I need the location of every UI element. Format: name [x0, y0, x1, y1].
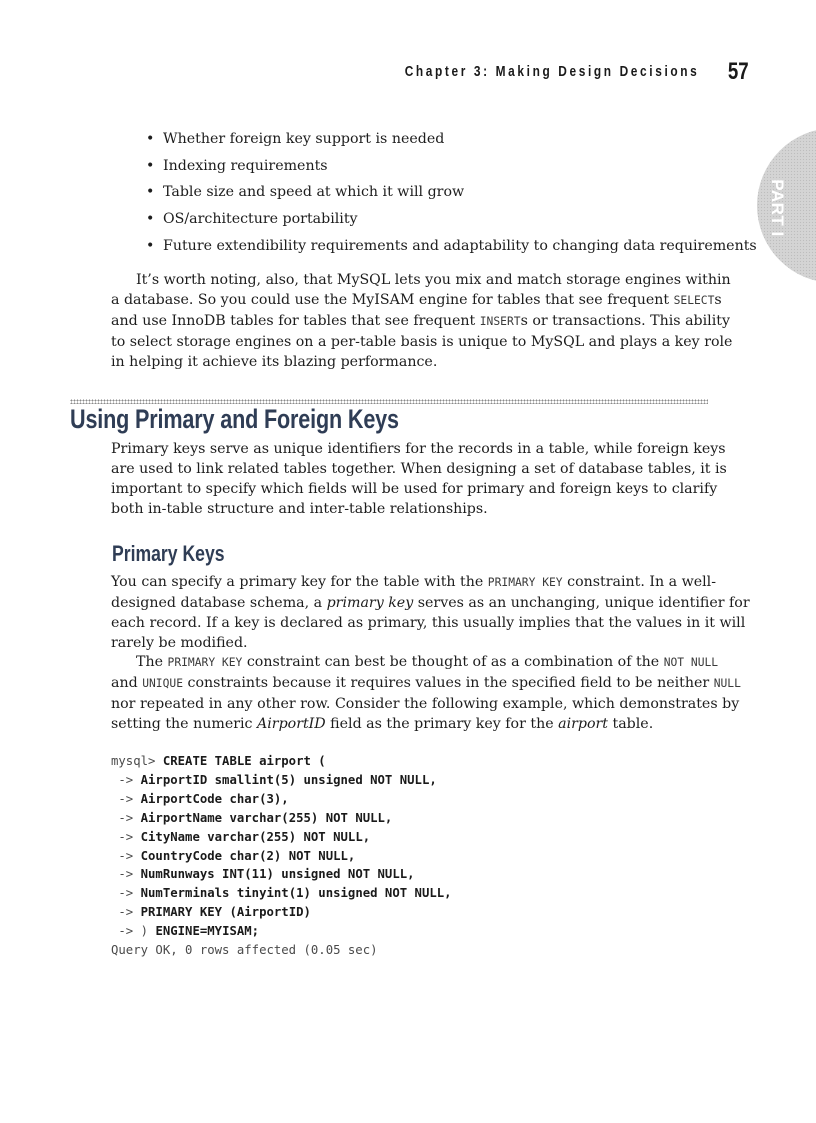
bullet-item: • Table size and speed at which it will grow [146, 179, 757, 206]
code-line: -> ) ENGINE=MYISAM; [111, 924, 260, 939]
code-line: mysql> CREATE TABLE airport ( [111, 754, 326, 768]
code-line: -> CityName varchar(255) NOT NULL, [111, 829, 371, 844]
inline-code: PRIMARY KEY [487, 576, 563, 589]
inline-code: NULL [713, 677, 741, 690]
text-line: important to specify which fields will be used for primary and foreign keys to clarify [111, 481, 718, 497]
code-line: -> AirportID smallint(5) unsigned NOT NULL, [111, 772, 437, 787]
running-header [380, 58, 755, 86]
emphasized-term: airport [558, 716, 609, 732]
primary-key-paragraph [111, 572, 750, 653]
query-output-line: Query OK, 0 rows affected (0.05 sec) [111, 943, 378, 958]
bullet-item: • Indexing requirements [146, 153, 757, 180]
bullet-item: • OS/architecture portability [146, 206, 757, 233]
text-line: and use InnoDB tables for tables that see frequent INSERTs or transactions. This ability [111, 313, 730, 329]
code-line: -> CountryCode char(2) NOT NULL, [111, 848, 356, 863]
text-line: each record. If a key is declared as primary, this usually implies that the values in it will [111, 615, 746, 631]
text-line: designed database schema, a primary key serves as an unchanging, unique identifier for [111, 595, 750, 611]
subsection-heading: Primary Keys [112, 541, 225, 566]
inline-code: NOT NULL [663, 656, 719, 669]
page-number: 57 [728, 58, 749, 85]
text-line: both in-table structure and inter-table relationships. [111, 501, 488, 517]
text-line: You can specify a primary key for the table with the PRIMARY KEY constraint. In a well- [111, 574, 717, 590]
text-line: It’s worth noting, also, that MySQL lets you mix and match storage engines within [136, 272, 731, 288]
sql-code-listing [111, 752, 452, 960]
part-tab-label [764, 180, 790, 236]
section-heading: Using Primary and Foreign Keys [70, 404, 399, 434]
text-line: and UNIQUE constraints because it requires values in the specified field to be neither NULL [111, 675, 741, 691]
emphasized-term: AirportID [257, 716, 326, 732]
inline-code: PRIMARY KEY [167, 656, 243, 669]
text-line: are used to link related tables together. When designing a set of database tables, it is [111, 461, 727, 477]
storage-engine-paragraph [111, 270, 733, 372]
inline-code: SELECT [673, 294, 715, 307]
chapter-title: Chapter 3: Making Design Decisions [404, 64, 699, 80]
text-line: in helping it achieve its blazing performance. [111, 354, 438, 370]
requirements-bullet-list [146, 126, 757, 260]
code-line: -> AirportName varchar(255) NOT NULL, [111, 810, 393, 825]
text-line: rarely be modified. [111, 635, 248, 651]
part-tab-text: PART I [768, 179, 787, 237]
text-line: setting the numeric AirportID field as the primary key for the airport table. [111, 716, 654, 732]
text-line: a database. So you could use the MyISAM engine for tables that see frequent SELECTs [111, 292, 722, 308]
code-line: -> NumRunways INT(11) unsigned NOT NULL, [111, 867, 415, 882]
emphasized-term: primary key [326, 595, 414, 611]
primary-key-constraint-paragraph [111, 652, 741, 734]
inline-code: INSERT [479, 315, 521, 328]
text-line: to select storage engines on a per-table basis is unique to MySQL and plays a key role [111, 334, 733, 350]
text-line: Primary keys serve as unique identifiers for the records in a table, while foreign keys [111, 441, 726, 457]
keys-intro-paragraph [111, 439, 727, 519]
bullet-item: • Future extendibility requirements and adaptability to changing data requirements [146, 233, 757, 260]
code-line: -> PRIMARY KEY (AirportID) [111, 905, 311, 920]
code-line: -> NumTerminals tinyint(1) unsigned NOT NULL, [111, 886, 452, 901]
bullet-item: • Whether foreign key support is needed [146, 126, 757, 153]
code-line: -> AirportCode char(3), [111, 791, 289, 806]
text-line: The PRIMARY KEY constraint can best be thought of as a combination of the NOT NULL [136, 654, 719, 670]
inline-code: UNIQUE [142, 677, 184, 690]
text-line: nor repeated in any other row. Consider the following example, which demonstrates by [111, 696, 740, 712]
